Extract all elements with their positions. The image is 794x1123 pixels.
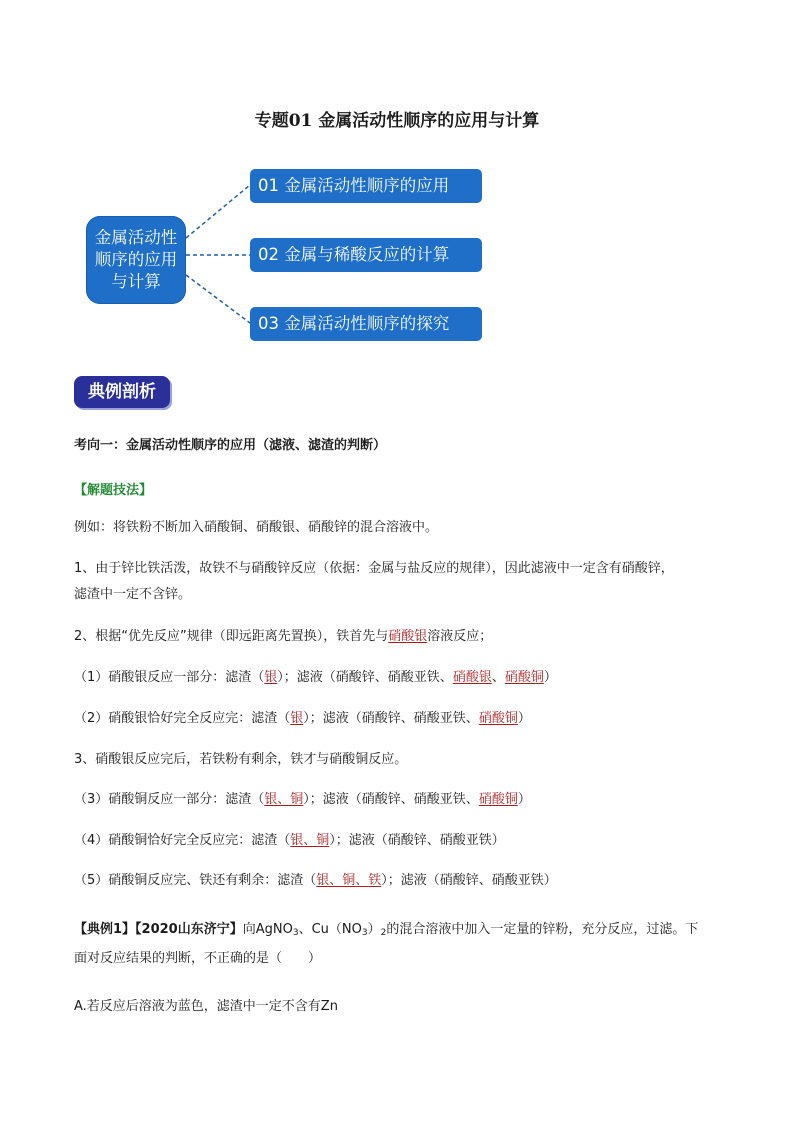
- case-1-end: ）: [543, 670, 557, 685]
- case-3-answer-1: 硝酸铜: [478, 792, 518, 807]
- case-5-text: （5）硝酸铜反应完、铁还有剩余：滤渣（: [74, 873, 317, 888]
- question-text-4: 的混合溶液中加入一定量的锌粉，充分反应，过滤。下: [386, 922, 699, 937]
- case-3-end: ）: [517, 792, 531, 807]
- case-4-answer-residue: 银、铜: [290, 833, 330, 848]
- paragraph-1-line-1: 1、由于锌比铁活泼，故铁不与硝酸锌反应（依据：金属与盐反应的规律），因此滤液中一定含有硝酸锌，: [74, 561, 674, 576]
- case-2-text-mid: ）；滤液（硝酸锌、硝酸亚铁、: [303, 711, 479, 726]
- paragraph-1-line-2: 滤渣中一定不含锌。: [74, 587, 192, 602]
- center-line-3: 与计算: [111, 272, 161, 291]
- question-text-3: ）: [367, 922, 381, 937]
- case-2-answer-1: 硝酸铜: [478, 711, 518, 726]
- case-1-sep: 、: [491, 670, 505, 685]
- case-3-text: （3）硝酸铜反应一部分：滤渣（: [74, 792, 265, 807]
- case-1-text-mid: ）；滤液（硝酸锌、硝酸亚铁、: [277, 670, 453, 685]
- case-2: [74, 707, 531, 726]
- subscript-1: 3: [292, 928, 299, 938]
- paragraph-2: [74, 625, 492, 644]
- case-4-text: （4）硝酸铜恰好完全反应完：滤渣（: [74, 833, 291, 848]
- case-1-answer-2: 硝酸铜: [504, 670, 544, 685]
- connector-1: [186, 185, 250, 238]
- p2-underline: 硝酸银: [388, 629, 428, 644]
- case-5-answer-residue: 银、铜、铁: [316, 873, 382, 888]
- example-tag: 【典例1】【2020山东济宁】: [74, 922, 243, 937]
- case-3: [74, 788, 531, 807]
- example-question-line-2: 面对反应结果的判断，不正确的是（ ）: [74, 951, 322, 966]
- method-label: 【解题技法】: [74, 483, 153, 498]
- case-2-answer-residue: 银: [290, 711, 304, 726]
- case-1: [74, 666, 557, 685]
- case-5: [74, 869, 557, 888]
- center-line-2: 顺序的应用: [94, 250, 178, 269]
- p2-text: 2、根据“优先反应”规律（即远距离先置换），铁首先与: [74, 629, 389, 644]
- case-1-text: （1）硝酸银反应一部分：滤渣（: [74, 670, 265, 685]
- case-1-answer-1: 硝酸银: [452, 670, 492, 685]
- case-3-answer-residue: 银、铜: [264, 792, 304, 807]
- mind-map-branch-1: 01 金属活动性顺序的应用: [250, 169, 482, 203]
- mind-map-branch-2: 02 金属与稀酸反应的计算: [250, 238, 482, 272]
- case-2-end: ）: [517, 711, 531, 726]
- mind-map: [80, 160, 500, 350]
- mind-map-center-node: [86, 216, 186, 304]
- center-line-1: 金属活动性: [94, 228, 178, 247]
- case-4-end: ）；滤液（硝酸锌、硝酸亚铁）: [329, 833, 505, 848]
- subscript-3: 2: [380, 928, 387, 938]
- example-intro: 例如：将铁粉不断加入硝酸铜、硝酸银、硝酸锌的混合溶液中。: [74, 520, 439, 535]
- section-badge: 典例剖析: [74, 376, 170, 408]
- mind-map-branch-3: 03 金属活动性顺序的探究: [250, 307, 482, 341]
- case-4: [74, 829, 505, 848]
- question-text-1: 向AgNO: [242, 922, 293, 937]
- connector-3: [186, 275, 250, 323]
- case-5-end: ）；滤液（硝酸锌、硝酸亚铁）: [381, 873, 557, 888]
- case-1-answer-residue: 银: [264, 670, 278, 685]
- case-3-text-mid: ）；滤液（硝酸锌、硝酸亚铁、: [303, 792, 479, 807]
- direction-title: 考向一：金属活动性顺序的应用（滤液、滤渣的判断）: [74, 438, 387, 453]
- paragraph-3: 3、硝酸银反应完后，若铁粉有剩余，铁才与硝酸铜反应。: [74, 752, 408, 767]
- option-a: A.若反应后溶液为蓝色，滤渣中一定不含有Zn: [74, 999, 338, 1014]
- p2-text-end: 溶液反应；: [427, 629, 493, 644]
- subscript-2: 3: [361, 928, 368, 938]
- page-title: 专题01 金属活动性顺序的应用与计算: [254, 111, 540, 131]
- example-question-line-1: [74, 918, 698, 938]
- question-text-2: 、Cu（NO: [298, 922, 362, 937]
- case-2-text: （2）硝酸银恰好完全反应完：滤渣（: [74, 711, 291, 726]
